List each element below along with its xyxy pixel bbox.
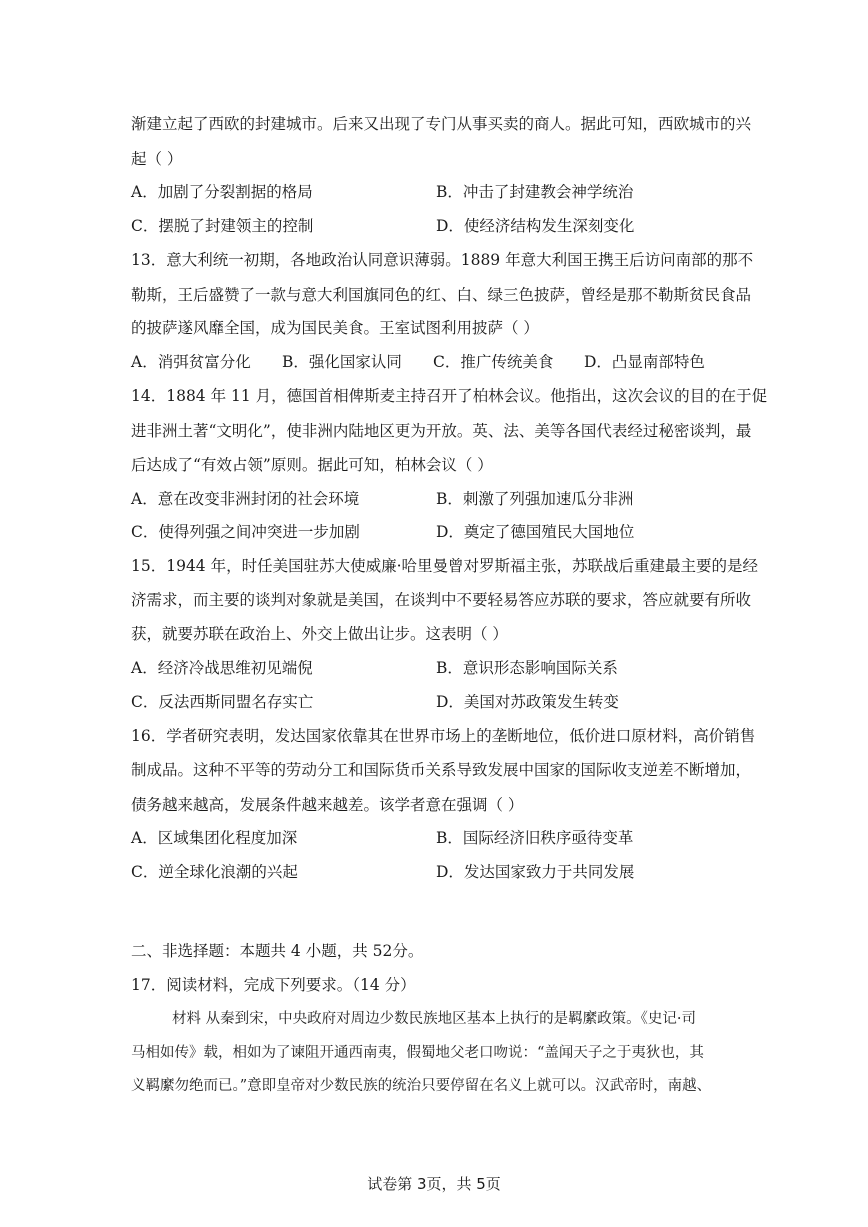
q13-stem-line-2: 勒斯，王后盛赞了一款与意大利国旗同色的红、白、绿三色披萨，曾经是那不勒斯贫民食品 xyxy=(131,286,752,304)
q16-option-b[interactable]: B．国际经济旧秩序亟待变革 xyxy=(436,829,634,847)
q12-option-c[interactable]: C．摆脱了封建领主的控制 xyxy=(131,217,314,235)
q14-option-a[interactable]: A．意在改变非洲封闭的社会环境 xyxy=(131,490,360,508)
q15-option-a[interactable]: A．经济冷战思维初见端倪 xyxy=(131,659,313,677)
q15-option-c[interactable]: C．反法西斯同盟名存实亡 xyxy=(131,693,314,711)
q16-option-d[interactable]: D．发达国家致力于共同发展 xyxy=(436,863,635,881)
q14-option-c[interactable]: C．使得列强之间冲突进一步加剧 xyxy=(131,523,360,541)
q12-option-d[interactable]: D．使经济结构发生深刻变化 xyxy=(436,217,635,235)
q16-option-a[interactable]: A．区域集团化程度加深 xyxy=(131,829,298,847)
q12-option-a[interactable]: A．加剧了分裂割据的格局 xyxy=(131,183,313,201)
q14-stem-line-3: 后达成了“有效占领”原则。据此可知，柏林会议（ ） xyxy=(131,456,493,474)
q12-option-b[interactable]: B．冲击了封建教会神学统治 xyxy=(436,183,634,201)
q15-stem-line-1: 15．1944 年，时任美国驻苏大使威廉·哈里曼曾对罗斯福主张，苏联战后重建最主要的是经 xyxy=(131,557,759,575)
material-line-2: 马相如传》载，相如为了谏阻开通西南夷，假蜀地父老口吻说：“盖闻天子之于夷狄也，其 xyxy=(131,1045,704,1061)
q13-option-a[interactable]: A．消弭贫富分化 xyxy=(131,353,251,371)
section-heading: 二、非选择题：本题共 4 小题，共 52分。 xyxy=(131,942,424,960)
q13-option-d[interactable]: D．凸显南部特色 xyxy=(584,353,705,371)
q14-stem-line-1: 14．1884 年 11 月，德国首相俾斯麦主持召开了柏林会议。他指出，这次会议的目的在于促 xyxy=(131,387,768,405)
q14-stem-line-2: 进非洲土著“文明化”，使非洲内陆地区更为开放。英、法、美等各国代表经过秘密谈判，最 xyxy=(131,422,752,440)
q13-stem-line-1: 13．意大利统一初期，各地政治认同意识薄弱。1889 年意大利国王携王后访问南部的那不 xyxy=(131,251,754,269)
q12-stem-line-1: 渐建立起了西欧的封建城市。后来又出现了专门从事买卖的商人。据此可知，西欧城市的兴 xyxy=(131,115,752,133)
q14-option-d[interactable]: D．奠定了德国殖民大国地位 xyxy=(436,523,635,541)
q15-option-b[interactable]: B．意识形态影响国际关系 xyxy=(436,659,618,677)
q16-stem-line-3: 债务越来越高，发展条件越来越差。该学者意在强调（ ） xyxy=(131,796,524,814)
q15-option-d[interactable]: D．美国对苏政策发生转变 xyxy=(436,693,619,711)
material-line-3: 义羁縻勿绝而已。”意即皇帝对少数民族的统治只要停留在名义上就可以。汉武帝时，南越、 xyxy=(131,1078,712,1094)
material-line-1: 材料 从秦到宋，中央政府对周边少数民族地区基本上执行的是羁縻政策。《史记·司 xyxy=(172,1011,696,1027)
q14-option-b[interactable]: B．刺激了列强加速瓜分非洲 xyxy=(436,490,634,508)
q16-stem-line-1: 16．学者研究表明，发达国家依靠其在世界市场上的垄断地位，低价进口原材料，高价销售 xyxy=(131,727,756,745)
page-footer: 试卷第 3页，共 5页 xyxy=(367,1175,501,1193)
q15-stem-line-3: 获，就要苏联在政治上、外交上做出让步。这表明（ ） xyxy=(131,625,508,643)
q13-stem-line-3: 的披萨遂风靡全国，成为国民美食。王室试图利用披萨（ ） xyxy=(131,319,539,337)
q16-option-c[interactable]: C．逆全球化浪潮的兴起 xyxy=(131,863,298,881)
q17-stem: 17．阅读材料，完成下列要求。（14 分） xyxy=(131,976,416,994)
q13-option-c[interactable]: C．推广传统美食 xyxy=(433,353,554,371)
q16-stem-line-2: 制成品。这种不平等的劳动分工和国际货币关系导致发展中国家的国际收支逆差不断增加， xyxy=(131,761,752,779)
q12-stem-line-2: 起（ ） xyxy=(131,150,183,168)
q15-stem-line-2: 济需求，而主要的谈判对象就是美国，在谈判中不要轻易答应苏联的要求，答应就要有所收 xyxy=(131,591,752,609)
q13-option-b[interactable]: B．强化国家认同 xyxy=(282,353,402,371)
